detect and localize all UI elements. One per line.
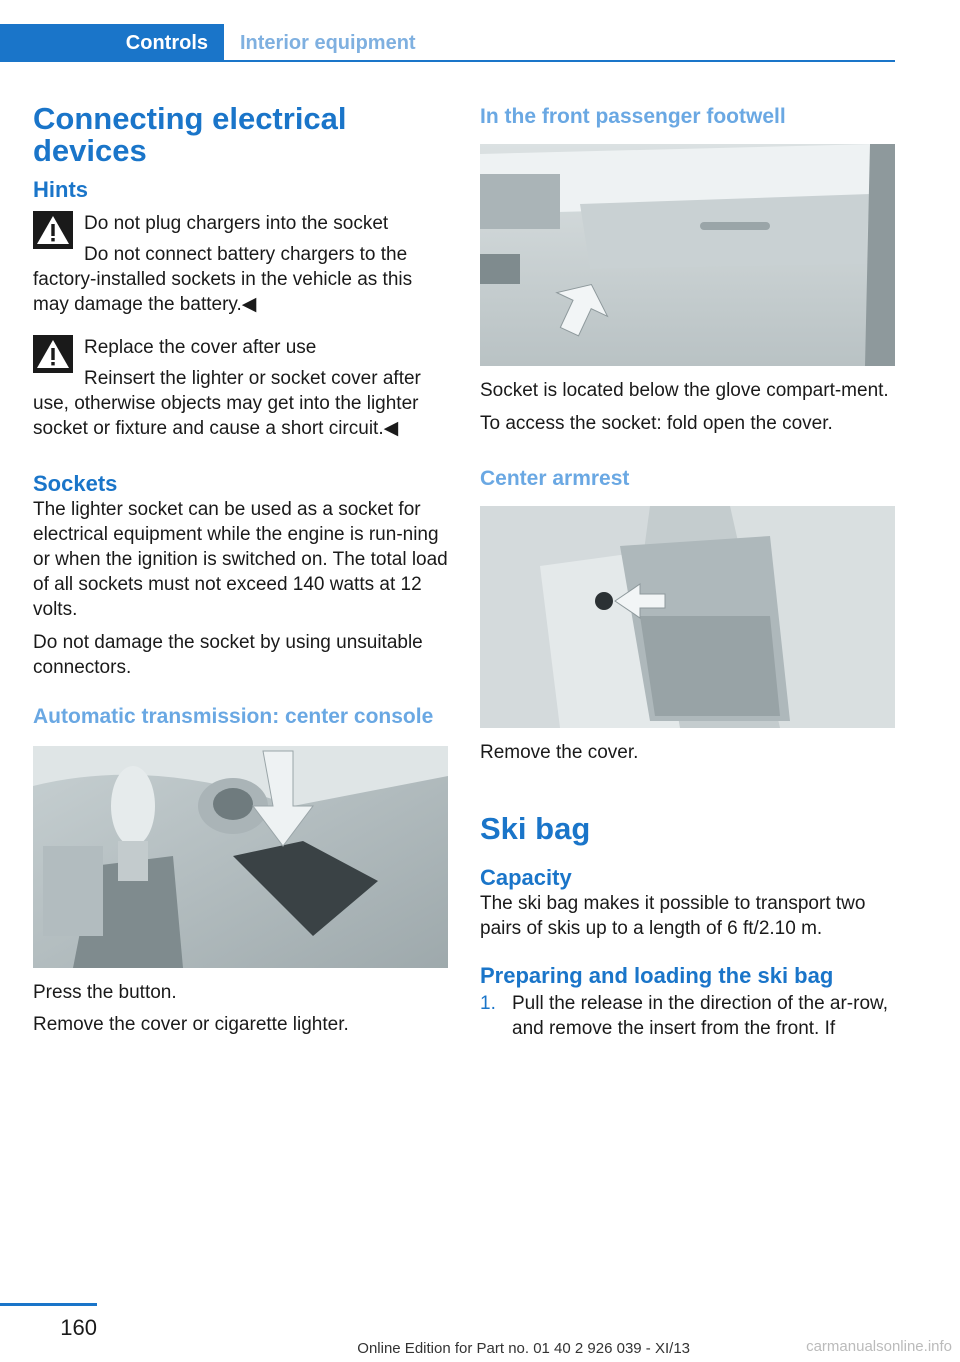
chapter-tab-bar [0, 24, 895, 62]
sockets-paragraph-2: Do not damage the socket by using unsuitable connectors. [33, 632, 423, 678]
footwell-paragraph-2: To access the socket: fold open the cover. [480, 413, 833, 434]
tab-controls[interactable]: Controls [0, 24, 224, 62]
photo-center-armrest [480, 506, 895, 728]
remove-cover-lighter-text: Remove the cover or cigarette lighter. [33, 1014, 349, 1035]
press-button-text: Press the button. [33, 982, 177, 1003]
step-number: 1. [480, 993, 496, 1014]
left-column [33, 100, 448, 1037]
page-number: 160 [60, 1315, 97, 1340]
tab-interior-equipment[interactable]: Interior equipment [240, 32, 416, 54]
section-title-ski-bag: Ski bag [480, 811, 591, 846]
heading-front-passenger-footwell: In the front passenger footwell [480, 105, 786, 128]
section-title-connecting-devices: Connecting electrical devices [33, 101, 347, 168]
right-column [480, 100, 895, 1041]
instruction-step-1 [480, 991, 895, 1041]
heading-capacity: Capacity [480, 865, 572, 890]
warning-chargers [33, 211, 448, 317]
armrest-paragraph: Remove the cover. [480, 742, 639, 763]
footwell-paragraph-1: Socket is located below the glove compart-ment. [480, 380, 889, 401]
heading-preparing-loading: Preparing and loading the ski bag [480, 963, 834, 988]
step-text: Pull the release in the direction of the ar-row, and remove the insert from the front. If [512, 993, 888, 1039]
capacity-paragraph: The ski bag makes it possible to transport two pairs of skis up to a length of 6 ft/2.10 m. [480, 893, 866, 939]
watermark: carmanualsonline.info [806, 1338, 952, 1355]
edition-text: Online Edition for Part no. 01 40 2 926 039 - XI/13 [357, 1340, 690, 1357]
warning-cover [33, 335, 448, 441]
sockets-paragraph-1: The lighter socket can be used as a socket for electrical equipment while the engine is run-ning or when the ignition is switched on. The total load of all sockets must not exceed 140 watts at 12 volts. [33, 499, 448, 620]
heading-automatic-transmission: Automatic transmission: center console [33, 705, 434, 728]
warning-cover-title: Replace the cover after use [84, 337, 317, 358]
warning-triangle-icon [33, 211, 73, 249]
warning-chargers-title: Do not plug chargers into the socket [84, 213, 389, 234]
warning-cover-body: Reinsert the lighter or socket cover after use, otherwise objects may get into the lighter socket or fixture and cause a short circuit.◀ [33, 368, 421, 439]
heading-sockets: Sockets [33, 471, 118, 496]
footer-rule [0, 1303, 97, 1306]
heading-hints: Hints [33, 177, 88, 202]
photo-center-console [33, 746, 448, 968]
photo-glove-compartment [480, 144, 895, 366]
heading-center-armrest: Center armrest [480, 467, 630, 490]
warning-chargers-body: Do not connect battery chargers to the factory-installed sockets in the vehicle as this may damage the battery.◀ [33, 244, 413, 315]
warning-triangle-icon [33, 335, 73, 373]
